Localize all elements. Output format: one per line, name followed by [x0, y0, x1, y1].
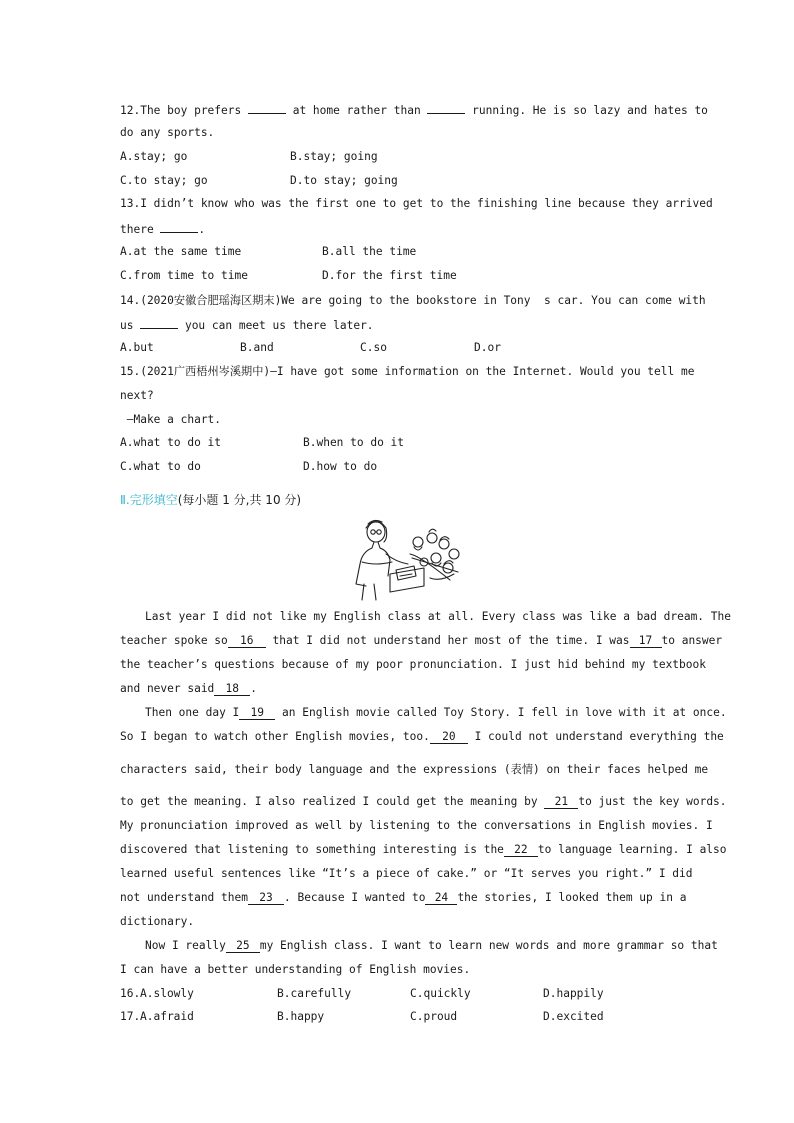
blank-24: 24 [425, 892, 457, 905]
q12-options-row2 [120, 174, 680, 188]
passage-p2-line9: dictionary. [120, 915, 195, 928]
passage-text: I could not understand everything the [467, 730, 724, 743]
q16-option-b: B.carefully [277, 987, 352, 1000]
passage-text: to answer [661, 634, 723, 647]
passage-text: Now I really [145, 939, 226, 952]
q14-stem-line1: 14.(2020安徽合肥瑶海区期末)We are going to the bookstore in Tony s car. You can come with [120, 294, 706, 307]
passage-p2-line7: learned useful sentences like “It’s a piece of cake.” or “It serves you right.” I did [120, 867, 693, 880]
q16-options-row [120, 987, 680, 1001]
q14-blank [140, 317, 178, 329]
passage-p3-line1 [145, 939, 718, 953]
passage-text: and never said [120, 682, 215, 695]
q12-option-d: D.to stay; going [290, 174, 398, 187]
q14-option-b: B.and [240, 341, 274, 354]
q15-stem-line2: next? [120, 389, 154, 402]
section-title: Ⅱ.完形填空 [120, 493, 178, 507]
passage-text: teacher spoke so [120, 634, 228, 647]
q14-option-c: C.so [360, 341, 387, 354]
q17-options-row [120, 1010, 680, 1024]
passage-p2-line6 [120, 843, 727, 857]
q13-option-c: C.from time to time [120, 269, 248, 282]
blank-17: 17 [630, 635, 662, 648]
blank-25: 25 [226, 940, 260, 953]
q12-stem-line2: do any sports. [120, 126, 215, 139]
passage-p1-line2 [120, 634, 723, 648]
blank-20: 20 [430, 731, 468, 744]
q12-blank-1 [248, 102, 286, 114]
q16-option-d: D.happily [543, 987, 604, 1000]
q17-number: 17. [120, 1010, 141, 1023]
q15-options-row1 [120, 436, 680, 450]
passage-text: to language learning. I also [537, 843, 727, 856]
passage-text: my English class. I want to learn new words and more grammar so that [259, 939, 718, 952]
q13-stem-text-c: . [198, 223, 206, 236]
passage-text: to get the meaning. I also realized I could get the meaning by [120, 795, 545, 808]
q13-option-a: A.at the same time [120, 245, 242, 258]
passage-p2-line1 [145, 706, 727, 720]
q15-options-row2 [120, 460, 680, 474]
passage-text: Then one day I [145, 706, 240, 719]
passage-text: So I began to watch other English movies, too. [120, 730, 430, 743]
q13-option-d: D.for the first time [322, 269, 457, 282]
passage-p1-line3: the teacher’s questions because of my poor pronunciation. I just hid behind my textbook [120, 658, 706, 671]
q12-option-c: C.to stay; go [120, 174, 208, 187]
section-heading [120, 492, 301, 508]
q17-option-d: D.excited [543, 1010, 604, 1023]
q15-option-b: B.when to do it [303, 436, 405, 449]
q12-stem-text-c: running. He is so lazy and hates to [465, 104, 708, 117]
q12-stem-line1 [120, 102, 708, 118]
passage-p2-line3: characters said, their body language and the expressions (表情) on their faces helped me [120, 763, 709, 776]
q13-stem-line2 [120, 221, 205, 237]
passage-text: to just the key words. [578, 795, 727, 808]
q13-options-row2 [120, 269, 680, 283]
passage-text: an English movie called Toy Story. I fell in love with it at once. [275, 706, 727, 719]
q12-stem-text-a: 12.The boy prefers [120, 104, 248, 117]
q14-stem-text-b: us [120, 319, 141, 332]
passage-text: that I did not understand her most of the time. I was [265, 634, 630, 647]
q17-option-a: A.afraid [140, 1010, 194, 1023]
q15-option-c: C.what to do [120, 460, 201, 473]
passage-text: not understand them [120, 891, 248, 904]
passage-text: . [250, 682, 258, 695]
passage-text: the stories, I looked them up in a [457, 891, 687, 904]
passage-p1-line4 [120, 682, 676, 696]
q17-option-c: C.proud [410, 1010, 458, 1023]
q12-stem-text-b: at home rather than [285, 104, 428, 117]
passage-p1-line1: Last year I did not like my English class at all. Every class was like a bad dream. The [145, 610, 731, 623]
blank-16: 16 [228, 635, 266, 648]
q14-stem-text-c: you can meet us there later. [178, 319, 374, 332]
blank-21: 21 [544, 796, 578, 809]
q12-option-b: B.stay; going [290, 150, 378, 163]
q14-options-row [120, 341, 680, 355]
q14-option-d: D.or [474, 341, 501, 354]
q12-options-row1 [120, 150, 680, 164]
q15-stem-line3: —Make a chart. [120, 413, 222, 426]
blank-19: 19 [239, 707, 275, 720]
q17-option-b: B.happy [277, 1010, 325, 1023]
passage-text: discovered that listening to something interesting is the [120, 843, 504, 856]
q16-option-c: C.quickly [410, 987, 471, 1000]
classroom-illustration [340, 518, 470, 602]
q16-option-a: A.slowly [140, 987, 194, 1000]
passage-text: . Because I wanted to [283, 891, 426, 904]
q16-number: 16. [120, 987, 141, 1000]
q12-blank-2 [427, 102, 465, 114]
q12-option-a: A.stay; go [120, 150, 188, 163]
passage-p2-line5: My pronunciation improved as well by listening to the conversations in English movies. I [120, 819, 713, 832]
section-note: (每小题 1 分,共 10 分) [177, 493, 302, 507]
q13-option-b: B.all the time [322, 245, 417, 258]
q13-blank [160, 221, 198, 233]
passage-p2-line4 [120, 795, 727, 809]
q15-option-d: D.how to do [303, 460, 378, 473]
passage-p2-line2 [120, 730, 724, 744]
q13-options-row1 [120, 245, 680, 259]
q13-stem-text-b: there [120, 223, 161, 236]
blank-18: 18 [214, 683, 250, 696]
q15-stem-line1: 15.(2021广西梧州岑溪期中)—I have got some information on the Internet. Would you tell me [120, 365, 695, 378]
q14-option-a: A.but [120, 341, 154, 354]
q14-stem-line2 [120, 317, 374, 333]
passage-p2-line8 [120, 891, 687, 905]
q15-option-a: A.what to do it [120, 436, 222, 449]
q13-stem-line1: 13.I didn’t know who was the first one to get to the finishing line because they arrived [120, 197, 713, 210]
blank-23: 23 [248, 892, 284, 905]
passage-p3-line2: I can have a better understanding of English movies. [120, 963, 471, 976]
blank-22: 22 [504, 844, 538, 857]
